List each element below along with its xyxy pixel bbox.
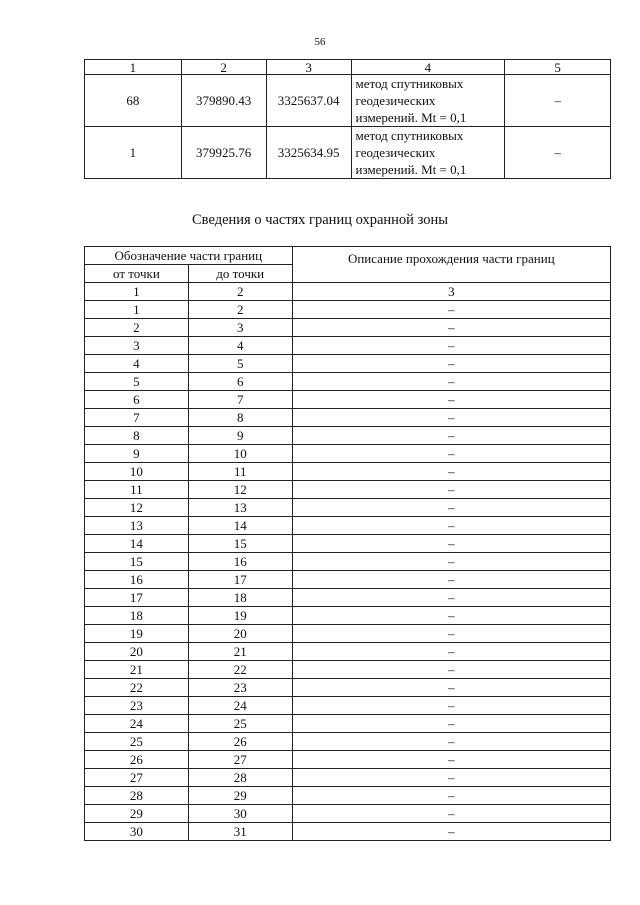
to-point: 2 [188, 301, 292, 319]
to-point: 5 [188, 355, 292, 373]
table-header-row [85, 247, 611, 265]
to-point: 21 [188, 643, 292, 661]
part-description: – [292, 715, 610, 733]
from-point: 16 [85, 571, 189, 589]
to-point: 11 [188, 463, 292, 481]
from-point: 14 [85, 535, 189, 553]
method-line: геодезических [355, 145, 436, 160]
from-point: 21 [85, 661, 189, 679]
table-row [85, 75, 611, 127]
part-description: – [292, 517, 610, 535]
point-number: 1 [85, 127, 182, 179]
to-point: 16 [188, 553, 292, 571]
part-description: – [292, 409, 610, 427]
column-number-row [85, 283, 611, 301]
header-cell: 3 [266, 60, 351, 75]
page-number: 56 [314, 36, 326, 48]
table-row [85, 823, 611, 841]
to-point: 29 [188, 787, 292, 805]
coordinates-table [84, 59, 611, 179]
from-point: 7 [85, 409, 189, 427]
part-description: – [292, 553, 610, 571]
table-row [85, 571, 611, 589]
from-point: 29 [85, 805, 189, 823]
table-row [85, 409, 611, 427]
table-row [85, 391, 611, 409]
from-point: 8 [85, 427, 189, 445]
table-row [85, 679, 611, 697]
coord-y: 3325637.04 [266, 75, 351, 127]
table-row [85, 481, 611, 499]
method-description [351, 75, 505, 127]
table-header-row [85, 60, 611, 75]
coord-x: 379890.43 [181, 75, 266, 127]
to-header: до точки [188, 265, 292, 283]
table-row [85, 427, 611, 445]
header-cell: 1 [85, 60, 182, 75]
to-point: 14 [188, 517, 292, 535]
table-row [85, 697, 611, 715]
part-description: – [292, 571, 610, 589]
coord-x: 379925.76 [181, 127, 266, 179]
part-description: – [292, 481, 610, 499]
table-row [85, 319, 611, 337]
method-line: геодезических [355, 93, 436, 108]
part-description: – [292, 679, 610, 697]
table-row [85, 517, 611, 535]
method-description [351, 127, 505, 179]
from-point: 18 [85, 607, 189, 625]
to-point: 24 [188, 697, 292, 715]
to-point: 27 [188, 751, 292, 769]
table-row [85, 355, 611, 373]
part-description: – [292, 787, 610, 805]
from-point: 9 [85, 445, 189, 463]
to-point: 6 [188, 373, 292, 391]
to-point: 19 [188, 607, 292, 625]
from-point: 15 [85, 553, 189, 571]
part-description: – [292, 463, 610, 481]
table-row [85, 589, 611, 607]
method-line: измерений. Mt = 0,1 [355, 110, 467, 125]
method-line: измерений. Mt = 0,1 [355, 162, 467, 177]
section-title: Сведения о частях границ охранной зоны [192, 212, 448, 228]
part-description: – [292, 823, 610, 841]
to-point: 30 [188, 805, 292, 823]
to-point: 18 [188, 589, 292, 607]
header-cell: 3 [292, 283, 610, 301]
coord-y: 3325634.95 [266, 127, 351, 179]
to-point: 28 [188, 769, 292, 787]
to-point: 13 [188, 499, 292, 517]
to-point: 7 [188, 391, 292, 409]
boundary-parts-table [84, 246, 611, 841]
table-row [85, 607, 611, 625]
to-point: 23 [188, 679, 292, 697]
from-point: 12 [85, 499, 189, 517]
col5-value: – [505, 127, 611, 179]
part-description: – [292, 769, 610, 787]
part-description: – [292, 661, 610, 679]
col5-value: – [505, 75, 611, 127]
from-point: 1 [85, 301, 189, 319]
part-description: – [292, 337, 610, 355]
table-row [85, 337, 611, 355]
from-point: 22 [85, 679, 189, 697]
method-line: метод спутниковых [355, 76, 464, 91]
from-point: 17 [85, 589, 189, 607]
table-row [85, 553, 611, 571]
table-row [85, 787, 611, 805]
part-description: – [292, 697, 610, 715]
to-point: 17 [188, 571, 292, 589]
table-row [85, 751, 611, 769]
method-line: метод спутниковых [355, 128, 464, 143]
from-point: 27 [85, 769, 189, 787]
part-description: – [292, 589, 610, 607]
from-header: от точки [85, 265, 189, 283]
header-cell: 4 [351, 60, 505, 75]
part-description: – [292, 751, 610, 769]
part-description: – [292, 355, 610, 373]
from-point: 6 [85, 391, 189, 409]
to-point: 8 [188, 409, 292, 427]
part-description: – [292, 499, 610, 517]
from-point: 5 [85, 373, 189, 391]
part-description: – [292, 643, 610, 661]
header-cell: 5 [505, 60, 611, 75]
from-point: 25 [85, 733, 189, 751]
from-point: 3 [85, 337, 189, 355]
from-point: 23 [85, 697, 189, 715]
table-row [85, 715, 611, 733]
to-point: 4 [188, 337, 292, 355]
group-header: Обозначение части границ [85, 247, 293, 265]
to-point: 10 [188, 445, 292, 463]
to-point: 22 [188, 661, 292, 679]
part-description: – [292, 373, 610, 391]
table-row [85, 643, 611, 661]
part-description: – [292, 427, 610, 445]
table-row [85, 661, 611, 679]
part-description: – [292, 391, 610, 409]
to-point: 26 [188, 733, 292, 751]
to-point: 15 [188, 535, 292, 553]
to-point: 3 [188, 319, 292, 337]
from-point: 13 [85, 517, 189, 535]
description-header: Описание прохождения части границ [292, 247, 610, 283]
from-point: 20 [85, 643, 189, 661]
from-point: 10 [85, 463, 189, 481]
from-point: 11 [85, 481, 189, 499]
to-point: 31 [188, 823, 292, 841]
table-row [85, 463, 611, 481]
table-row [85, 499, 611, 517]
point-number: 68 [85, 75, 182, 127]
from-point: 26 [85, 751, 189, 769]
to-point: 25 [188, 715, 292, 733]
from-point: 4 [85, 355, 189, 373]
from-point: 24 [85, 715, 189, 733]
part-description: – [292, 733, 610, 751]
table-row [85, 769, 611, 787]
table-row [85, 301, 611, 319]
part-description: – [292, 445, 610, 463]
table-row [85, 733, 611, 751]
to-point: 20 [188, 625, 292, 643]
part-description: – [292, 607, 610, 625]
part-description: – [292, 535, 610, 553]
header-cell: 1 [85, 283, 189, 301]
from-point: 30 [85, 823, 189, 841]
table-row [85, 445, 611, 463]
table-row [85, 535, 611, 553]
from-point: 28 [85, 787, 189, 805]
part-description: – [292, 319, 610, 337]
part-description: – [292, 301, 610, 319]
table-row [85, 373, 611, 391]
part-description: – [292, 805, 610, 823]
header-cell: 2 [181, 60, 266, 75]
from-point: 2 [85, 319, 189, 337]
part-description: – [292, 625, 610, 643]
table-row [85, 805, 611, 823]
to-point: 12 [188, 481, 292, 499]
table-row [85, 625, 611, 643]
table-row [85, 127, 611, 179]
header-cell: 2 [188, 283, 292, 301]
from-point: 19 [85, 625, 189, 643]
to-point: 9 [188, 427, 292, 445]
